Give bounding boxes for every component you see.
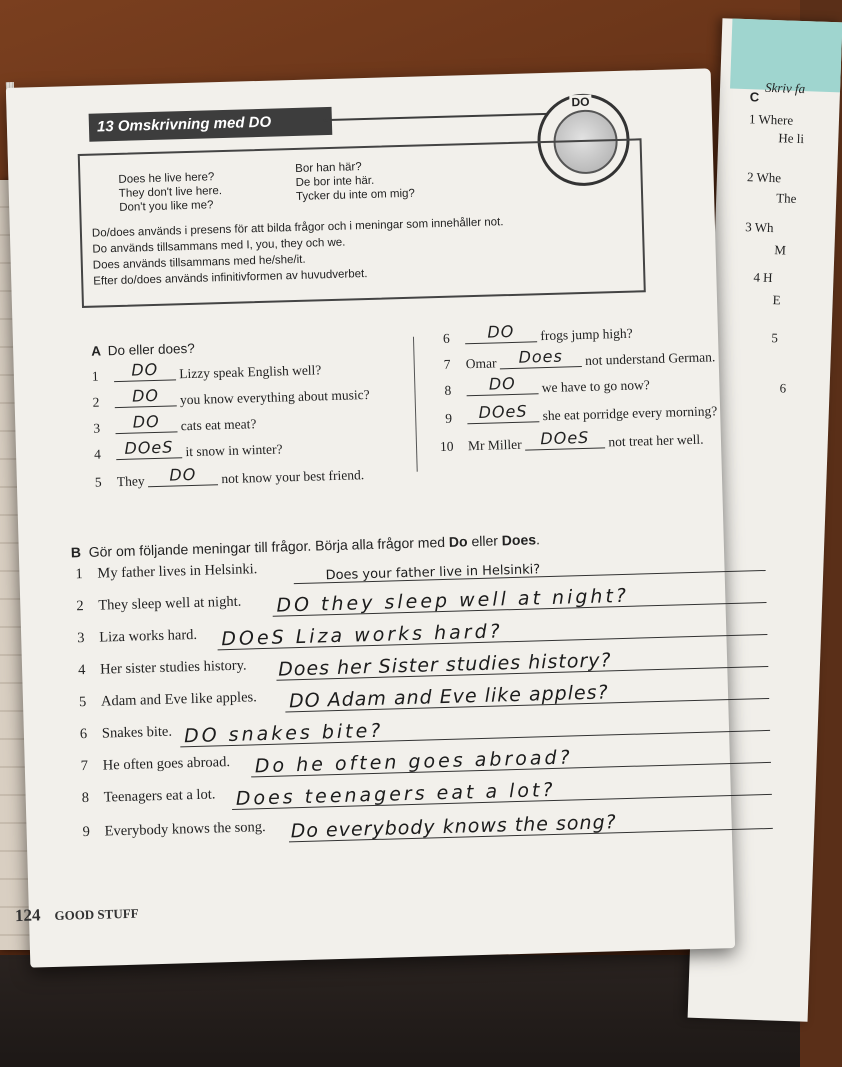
item-number: 8 — [444, 382, 452, 398]
page-footer — [15, 903, 139, 926]
grammar-examples-swedish — [295, 159, 415, 204]
item-text: not know your best friend. — [221, 467, 365, 487]
example-swedish: Bor han här? — [295, 161, 362, 175]
exercise-a-item — [93, 413, 257, 437]
example-english: Does he live here? — [118, 171, 215, 186]
item-text: it snow in winter? — [185, 441, 283, 460]
answer-blank[interactable] — [525, 427, 605, 450]
exercise-a-item — [92, 384, 370, 411]
item-number: 5 — [94, 474, 102, 490]
exercise-a-item — [92, 359, 322, 384]
exercise-a-item — [443, 346, 715, 373]
item-text: you know everything about music? — [179, 386, 370, 408]
instruction-text: eller — [467, 532, 502, 550]
item-number: 8 — [81, 789, 90, 807]
item-number: 2 — [76, 598, 84, 615]
handwritten-answer: Do he often goes abroad? — [254, 746, 573, 778]
example-swedish: De bor inte här. — [295, 174, 375, 189]
instruction-do: Do — [448, 533, 468, 550]
page-number: 124 — [14, 905, 41, 926]
handwritten-answer: Does — [518, 346, 564, 367]
answer-blank[interactable] — [148, 464, 218, 487]
handwritten-answer: DO snakes bite? — [183, 719, 384, 748]
table-shadow — [0, 955, 800, 1067]
handwritten-answer: Does teenagers eat a lot? — [235, 778, 556, 810]
grammar-rule: Efter do/does används infinitivformen av huvudverbet. — [93, 267, 368, 288]
right-fragment: 3 Wh — [744, 219, 774, 236]
right-fragment: Skriv fa — [764, 79, 806, 97]
answer-blank[interactable] — [115, 411, 177, 434]
handwritten-answer: DO — [132, 411, 160, 432]
item-number: 1 — [91, 368, 99, 384]
item-sentence: Adam and Eve like apples. — [100, 689, 258, 710]
section-a — [91, 321, 731, 490]
answer-blank[interactable] — [467, 401, 539, 424]
item-number: 4 — [77, 662, 86, 679]
handwritten-answer: DOeS Liza works hard? — [221, 620, 503, 651]
example-swedish: Tycker du inte om mig? — [295, 187, 416, 203]
exercise-a-item — [443, 323, 633, 347]
item-sentence: He often goes abroad. — [102, 754, 231, 774]
grammar-rule: Do används tillsammans med I, you, they och we. — [92, 236, 346, 256]
item-sentence: Snakes bite. — [101, 723, 173, 742]
item-number: 3 — [77, 630, 85, 647]
grammar-box — [78, 138, 646, 308]
item-sentence: They sleep well at night. — [98, 593, 242, 614]
item-text: not understand German. — [584, 349, 716, 368]
handwritten-answer: DO — [131, 359, 159, 380]
item-number: 7 — [80, 757, 89, 775]
handwritten-answer: DO — [169, 464, 197, 485]
item-number: 4 — [93, 446, 102, 462]
answer-blank[interactable] — [466, 373, 538, 396]
right-fragment: 1 Where — [748, 111, 794, 128]
item-number: 9 — [445, 410, 453, 426]
right-section-label: C — [749, 89, 760, 105]
item-number: 3 — [93, 420, 101, 436]
right-fragment: 4 H — [753, 269, 773, 286]
handwritten-answer: DO — [131, 385, 160, 406]
handwritten-answer: Does her Sister studies history? — [277, 649, 612, 681]
item-number: 9 — [82, 823, 91, 841]
right-fragment: The — [775, 190, 797, 206]
instruction-text: Gör om följande meningar till frågor. Börja alla frågor med — [88, 533, 450, 560]
handwritten-answer: DOeS — [478, 401, 528, 422]
right-fragment: 5 — [771, 330, 779, 346]
handwritten-answer: DO — [488, 373, 517, 394]
item-text: Lizzy speak English well? — [179, 362, 322, 382]
section-a-label: A — [91, 343, 102, 359]
item-sentence: My father lives in Helsinki. — [97, 561, 258, 582]
item-number: 6 — [442, 330, 450, 346]
answer-blank[interactable] — [116, 437, 182, 460]
workbook-page — [6, 68, 735, 967]
answer-blank[interactable] — [465, 321, 537, 344]
grammar-rule: Do/does används i presens för att bilda frågor och i meningar som innehåller not. — [91, 216, 504, 240]
item-text: frogs jump high? — [540, 325, 633, 344]
exercise-a-item — [94, 438, 283, 462]
item-number: 7 — [443, 356, 451, 372]
item-number: 6 — [79, 725, 88, 743]
item-sentence: Teenagers eat a lot. — [103, 786, 216, 806]
item-prefix: They — [116, 473, 145, 490]
grammar-examples-english — [118, 170, 222, 215]
right-fragment: M — [774, 242, 787, 258]
item-text: cats eat meat? — [180, 416, 257, 434]
item-prefix: Mr Miller — [467, 436, 522, 454]
handwritten-answer: DO — [487, 321, 515, 342]
answer-blank[interactable] — [114, 359, 176, 382]
item-sentence: Liza works hard. — [99, 626, 198, 646]
right-fragment: E — [772, 292, 781, 308]
book-title: GOOD STUFF — [54, 905, 139, 923]
instruction-does: Does — [501, 531, 537, 549]
exercise-a-item — [445, 400, 717, 427]
chapter-title: 13 Omskrivning med DO — [89, 107, 333, 142]
section-b — [70, 526, 731, 843]
right-fragment: 2 Whe — [746, 169, 782, 186]
item-text: not treat her well. — [608, 431, 704, 450]
right-fragment: He li — [778, 130, 805, 147]
grammar-rules — [92, 214, 505, 289]
answer-blank[interactable] — [114, 385, 176, 408]
example-english: Don't you like me? — [119, 199, 214, 214]
handwritten-answer: Do everybody knows the song? — [290, 811, 617, 843]
right-fragment: 6 — [779, 380, 787, 396]
item-number: 2 — [92, 394, 100, 410]
item-number: 5 — [78, 694, 87, 711]
answer-blank[interactable] — [500, 346, 582, 369]
item-prefix: Omar — [465, 355, 497, 372]
example-english: They don't live here. — [118, 185, 223, 200]
handwritten-answer: DOeS — [124, 437, 174, 458]
section-a-title: Do eller does? — [107, 340, 195, 359]
handwritten-answer: Does your father live in Helsinki? — [325, 562, 541, 584]
do-badge-label: DO — [571, 94, 590, 110]
handwritten-answer: DO Adam and Eve like apples? — [288, 681, 609, 713]
handwritten-answer: DO they sleep well at night? — [276, 584, 630, 617]
exercise-a-item — [440, 429, 704, 455]
column-divider — [413, 337, 418, 472]
item-text: we have to go now? — [541, 377, 650, 396]
section-a-heading — [91, 341, 195, 360]
handwritten-answer: DOeS — [540, 427, 590, 449]
section-b-label: B — [70, 544, 82, 561]
exercise-a-item — [444, 374, 650, 399]
item-number: 1 — [75, 566, 83, 583]
instruction-text: . — [535, 531, 541, 548]
item-sentence: Everybody knows the song. — [104, 819, 266, 840]
item-text: she eat porridge every morning? — [542, 403, 718, 424]
item-sentence: Her sister studies history. — [99, 657, 247, 678]
exercise-a-item — [95, 464, 365, 491]
grammar-rule: Does används tillsammans med he/she/it. — [92, 253, 306, 272]
item-number: 10 — [439, 438, 454, 455]
